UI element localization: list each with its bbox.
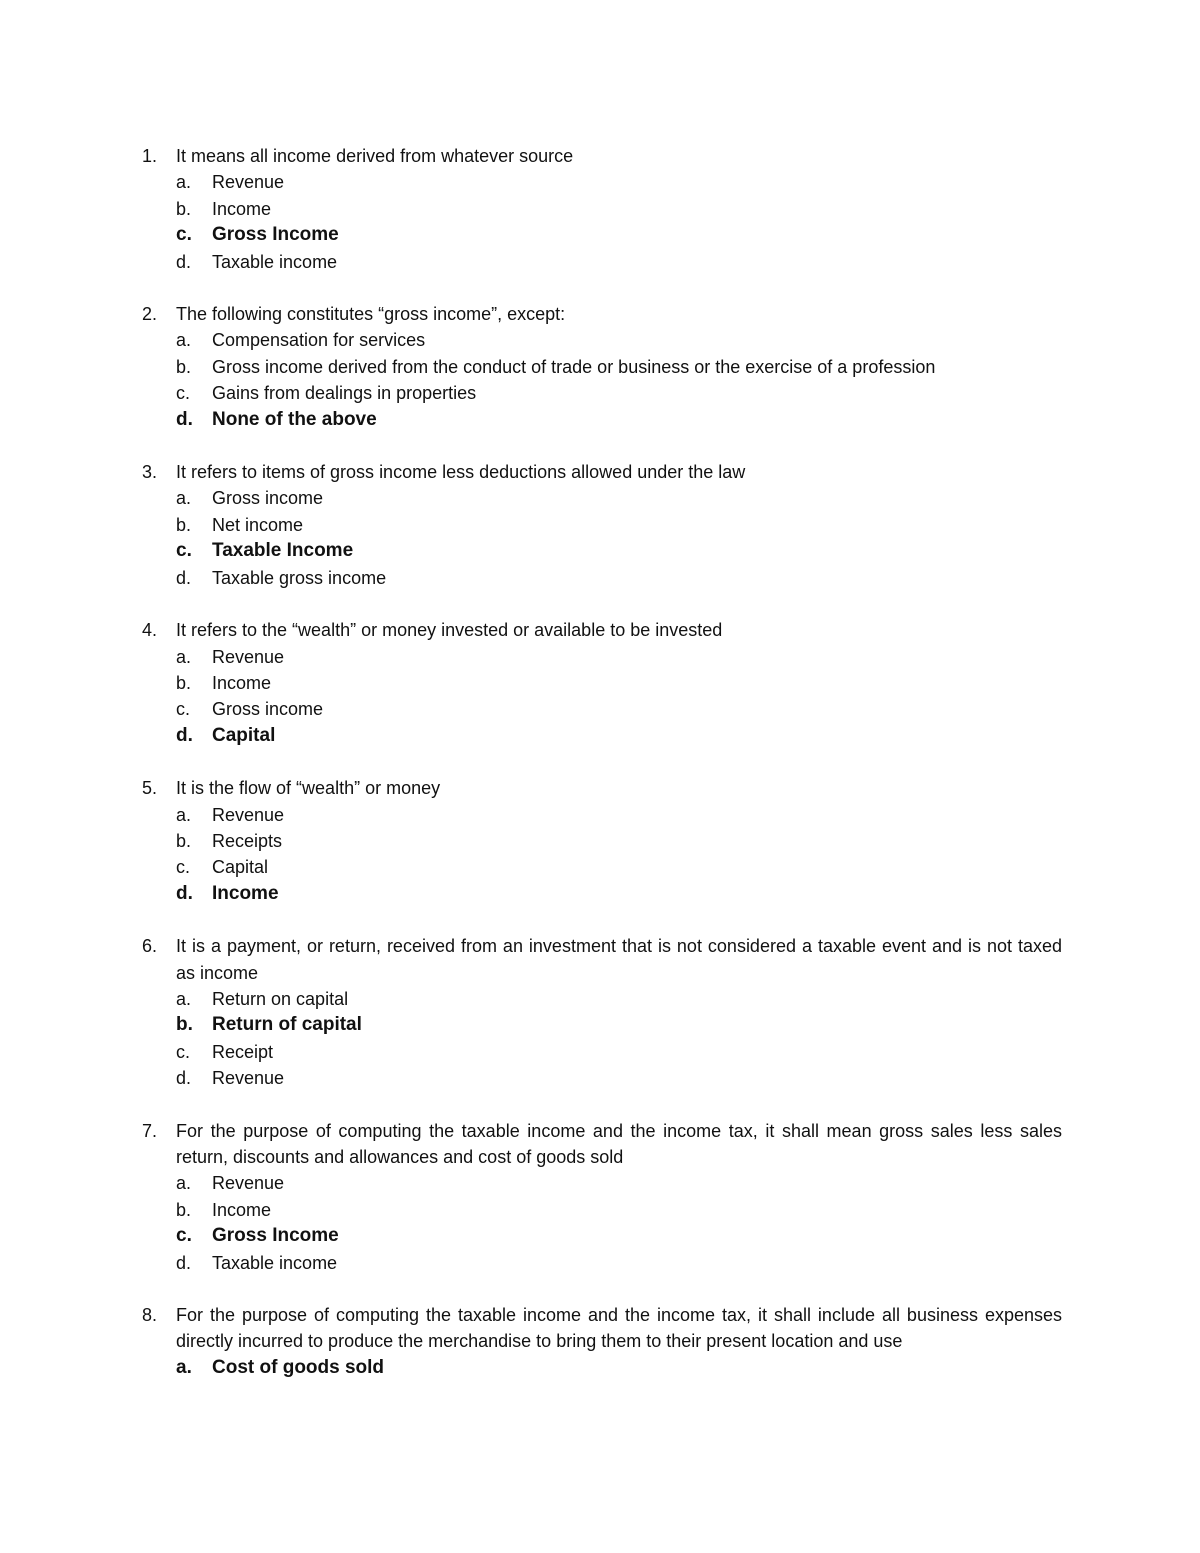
question-text: It is a payment, or return, received from an investment that is not considered a taxable event and is not taxed as income xyxy=(176,936,1062,983)
option-text: Taxable Income xyxy=(212,540,354,562)
answer-option xyxy=(176,327,1062,353)
option-letter: b. xyxy=(176,830,192,851)
option-text: Receipts xyxy=(212,830,283,851)
question-2 xyxy=(142,301,1062,433)
question-stem xyxy=(142,617,1062,643)
question-number: 1. xyxy=(142,146,158,166)
option-letter: c. xyxy=(176,224,192,246)
answer-option xyxy=(176,485,1062,511)
option-text: Income xyxy=(212,1199,272,1220)
option-text: Compensation for services xyxy=(212,330,426,351)
answer-options xyxy=(142,1355,1062,1381)
question-text: It refers to the “wealth” or money invested or available to be invested xyxy=(176,620,723,641)
answer-option xyxy=(176,696,1062,722)
option-text: Cost of goods sold xyxy=(212,1356,385,1378)
option-text: Capital xyxy=(212,857,269,878)
option-letter: a. xyxy=(176,172,192,193)
answer-option xyxy=(176,169,1062,195)
option-text: Gains from dealings in properties xyxy=(212,383,477,404)
question-stem xyxy=(142,459,1062,485)
option-letter: d. xyxy=(176,567,192,588)
option-text: Return on capital xyxy=(212,988,349,1009)
answer-options xyxy=(142,485,1062,591)
answer-option xyxy=(176,1250,1062,1276)
option-letter: d. xyxy=(176,251,192,272)
option-text: Taxable gross income xyxy=(212,567,387,588)
correct-answer-option xyxy=(176,222,1062,248)
option-text: Gross income derived from the conduct of trade or business or the exercise of a profession xyxy=(212,356,936,377)
option-letter: d. xyxy=(176,1252,192,1273)
question-5 xyxy=(142,775,1062,907)
answer-options xyxy=(142,1170,1062,1276)
option-letter: c. xyxy=(176,1041,191,1062)
answer-option xyxy=(176,1065,1062,1091)
correct-answer-option xyxy=(176,723,1062,749)
question-stem xyxy=(142,143,1062,169)
question-number: 2. xyxy=(142,304,158,325)
option-letter: c. xyxy=(176,699,191,720)
answer-option xyxy=(176,565,1062,591)
question-stem xyxy=(142,1118,1062,1171)
question-stem xyxy=(142,1302,1062,1355)
correct-answer-option xyxy=(176,407,1062,433)
option-letter: a. xyxy=(176,488,192,509)
answer-option xyxy=(176,828,1062,854)
question-4 xyxy=(142,617,1062,749)
answer-option xyxy=(176,1170,1062,1196)
question-number: 5. xyxy=(142,778,158,799)
option-letter: d. xyxy=(176,408,193,430)
option-letter: a. xyxy=(176,1173,192,1194)
question-number: 4. xyxy=(142,620,158,641)
option-letter: c. xyxy=(176,383,191,404)
option-letter: b. xyxy=(176,1199,192,1220)
option-letter: a. xyxy=(176,988,192,1009)
answer-options xyxy=(142,644,1062,750)
question-text: It refers to items of gross income less deductions allowed under the law xyxy=(176,462,746,483)
option-text: Revenue xyxy=(212,804,285,825)
correct-answer-option xyxy=(176,1223,1062,1249)
option-text: Income xyxy=(212,672,272,693)
option-text: Gross income xyxy=(212,699,324,720)
option-letter: d. xyxy=(176,1068,192,1089)
option-text: Income xyxy=(212,882,279,904)
answer-option xyxy=(176,986,1062,1012)
answer-option xyxy=(176,1197,1062,1223)
correct-answer-option xyxy=(176,881,1062,907)
option-letter: c. xyxy=(176,540,192,562)
question-number: 7. xyxy=(142,1120,158,1141)
answer-option xyxy=(176,196,1062,222)
question-1 xyxy=(142,143,1062,275)
option-text: Taxable income xyxy=(212,1252,338,1273)
option-letter: b. xyxy=(176,198,192,219)
option-text: Return of capital xyxy=(212,1014,362,1036)
question-7 xyxy=(142,1118,1062,1276)
correct-answer-option xyxy=(176,1355,1062,1381)
question-stem xyxy=(142,933,1062,986)
answer-option xyxy=(176,644,1062,670)
option-text: Capital xyxy=(212,724,276,746)
option-letter: d. xyxy=(176,724,193,746)
option-text: Net income xyxy=(212,514,304,535)
option-text: Gross Income xyxy=(212,1225,339,1247)
question-text: For the purpose of computing the taxable income and the income tax, it shall include all business expenses directly incurred to produce the merchandise to bring them to their present location and use xyxy=(176,1305,1062,1352)
option-text: Revenue xyxy=(212,646,285,667)
correct-answer-option xyxy=(176,1012,1062,1038)
quiz-question-list xyxy=(142,143,1062,1407)
question-text: It means all income derived from whatever source xyxy=(176,146,574,166)
question-number: 6. xyxy=(142,936,158,957)
option-letter: b. xyxy=(176,514,192,535)
answer-options xyxy=(142,802,1062,908)
question-number: 8. xyxy=(142,1305,158,1326)
question-6 xyxy=(142,933,1062,1091)
option-letter: a. xyxy=(176,330,192,351)
question-stem xyxy=(142,301,1062,327)
option-text: Taxable income xyxy=(212,251,338,272)
option-letter: a. xyxy=(176,804,192,825)
option-letter: c. xyxy=(176,1225,192,1247)
option-text: Receipt xyxy=(212,1041,274,1062)
answer-option xyxy=(176,512,1062,538)
option-text: Gross income xyxy=(212,488,324,509)
answer-option xyxy=(176,380,1062,406)
option-letter: d. xyxy=(176,882,193,904)
question-stem xyxy=(142,775,1062,801)
option-text: Revenue xyxy=(212,172,285,193)
question-text: The following constitutes “gross income”, except: xyxy=(176,304,566,325)
answer-option xyxy=(176,854,1062,880)
option-text: Gross Income xyxy=(212,224,339,246)
answer-option xyxy=(176,354,1062,380)
answer-options xyxy=(142,169,1062,275)
question-text: It is the flow of “wealth” or money xyxy=(176,778,441,799)
option-text: Revenue xyxy=(212,1068,285,1089)
option-letter: b. xyxy=(176,1014,193,1036)
option-letter: b. xyxy=(176,356,192,377)
answer-option xyxy=(176,1039,1062,1065)
question-text: For the purpose of computing the taxable income and the income tax, it shall mean gross sales less sales return, discounts and allowances and cost of goods sold xyxy=(176,1120,1062,1167)
option-text: Income xyxy=(212,198,272,219)
answer-options xyxy=(142,986,1062,1092)
question-number: 3. xyxy=(142,462,158,483)
option-letter: a. xyxy=(176,646,192,667)
answer-option xyxy=(176,249,1062,275)
answer-options xyxy=(142,327,1062,433)
option-text: Revenue xyxy=(212,1173,285,1194)
question-8 xyxy=(142,1302,1062,1381)
option-letter: a. xyxy=(176,1356,192,1378)
option-letter: b. xyxy=(176,672,192,693)
correct-answer-option xyxy=(176,538,1062,564)
answer-option xyxy=(176,670,1062,696)
option-text: None of the above xyxy=(212,408,377,430)
option-letter: c. xyxy=(176,857,191,878)
question-3 xyxy=(142,459,1062,591)
answer-option xyxy=(176,802,1062,828)
